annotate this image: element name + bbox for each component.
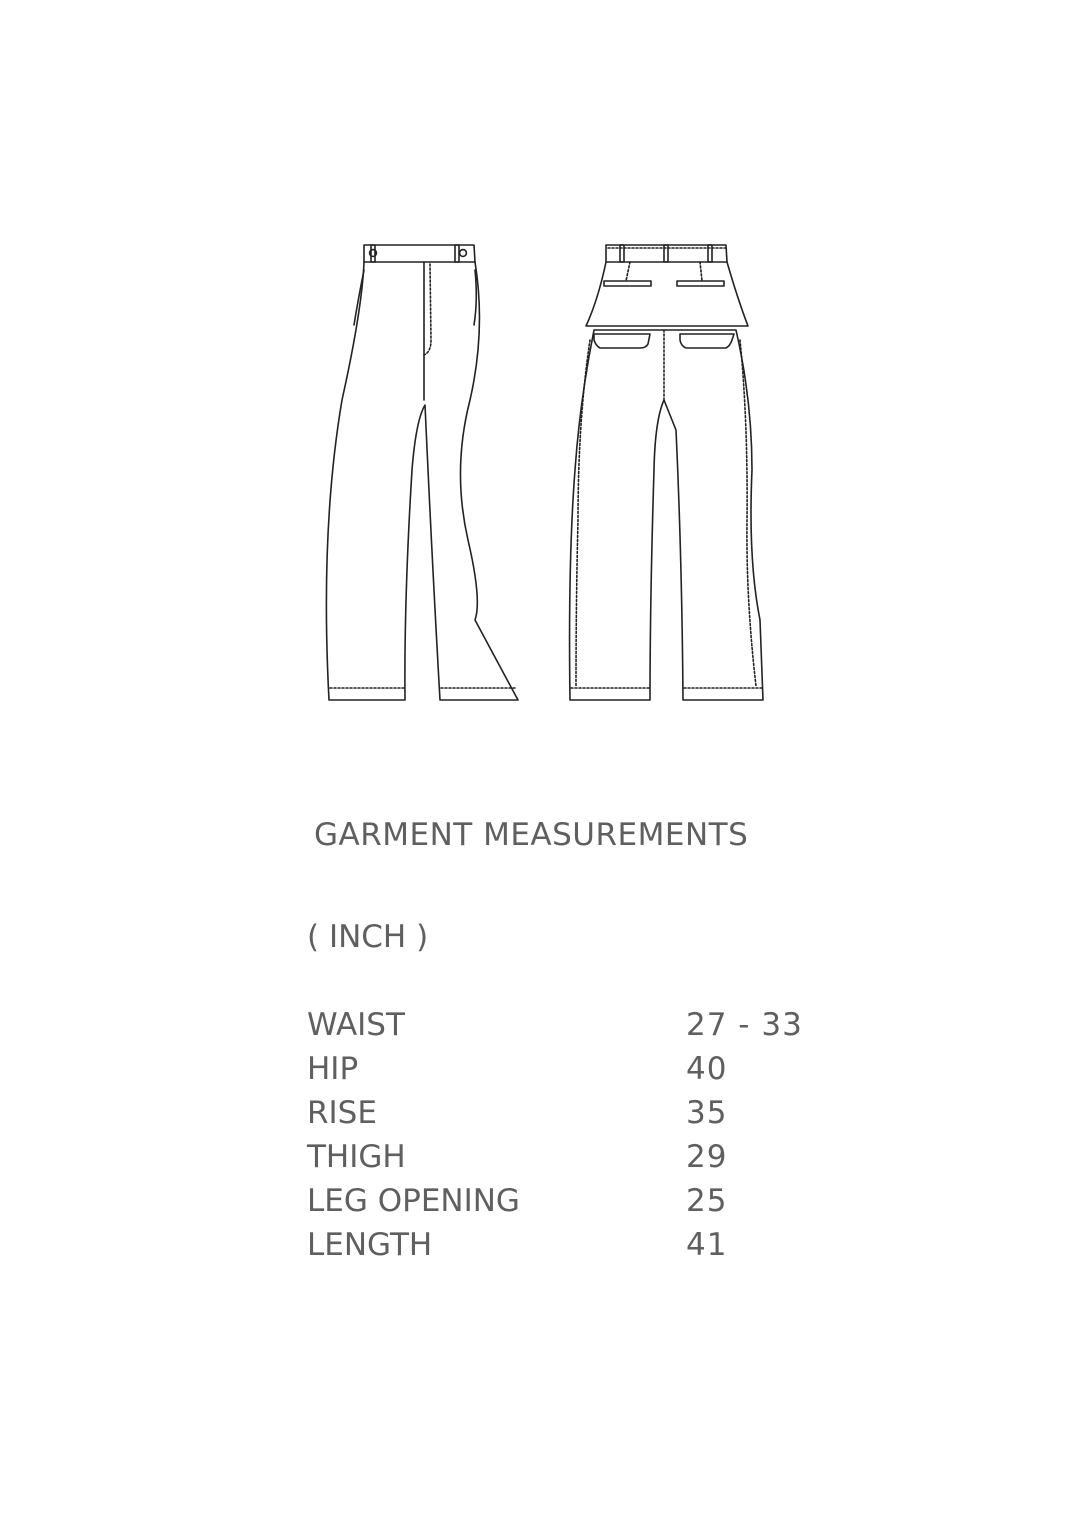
measurements-table (307, 1005, 867, 1269)
measurement-label: LEG OPENING (307, 1183, 520, 1219)
measurement-value: 25 (686, 1183, 728, 1219)
measurement-value: 40 (686, 1051, 728, 1087)
measurement-value: 35 (686, 1095, 728, 1131)
measurement-value: 41 (686, 1227, 728, 1263)
page-title: GARMENT MEASUREMENTS (314, 817, 749, 853)
measurement-label: HIP (307, 1051, 359, 1087)
measurement-value: 29 (686, 1139, 728, 1175)
measurement-value: 27 - 33 (686, 1007, 803, 1043)
measurement-row-thigh (307, 1137, 867, 1181)
unit-label: ( INCH ) (307, 919, 429, 955)
measurement-row-length (307, 1225, 867, 1269)
measurement-label: THIGH (307, 1139, 406, 1175)
measurement-label: RISE (307, 1095, 377, 1131)
pants-back-view-drawing (570, 245, 763, 700)
measurement-label: LENGTH (307, 1227, 433, 1263)
measurement-label: WAIST (307, 1007, 405, 1043)
measurement-row-hip (307, 1049, 867, 1093)
measurement-row-rise (307, 1093, 867, 1137)
pants-front-view-drawing (326, 245, 518, 700)
measurement-row-leg-opening (307, 1181, 867, 1225)
measurement-row-waist (307, 1005, 867, 1049)
